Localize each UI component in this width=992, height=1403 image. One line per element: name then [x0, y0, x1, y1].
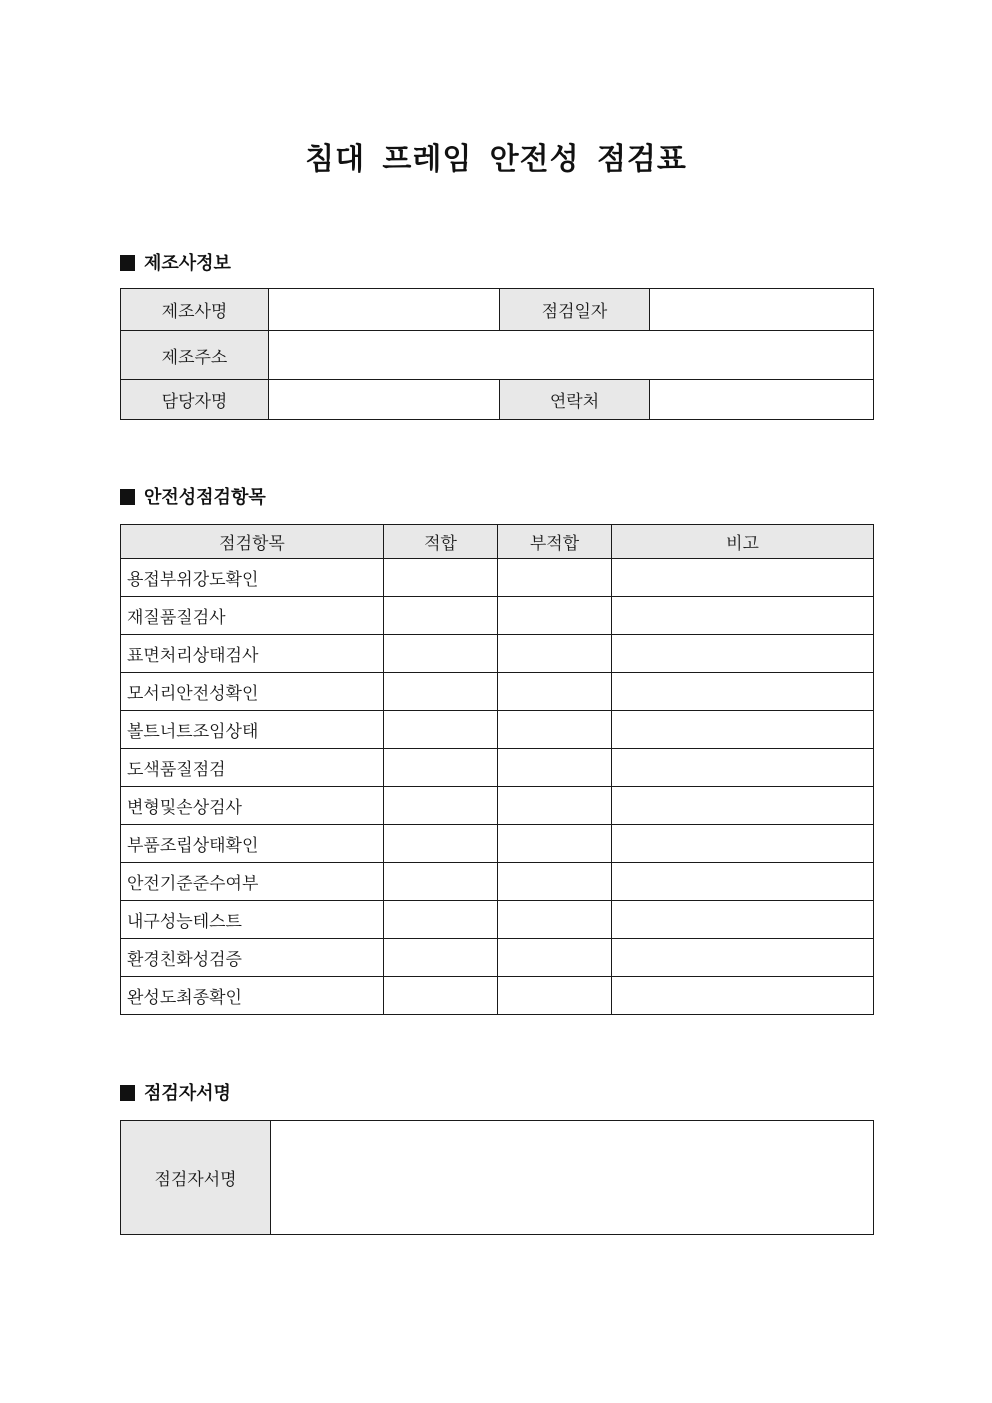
table-row	[121, 787, 874, 825]
section-heading-manufacturer	[120, 252, 231, 274]
checklist-header-row	[121, 525, 874, 559]
item-name-cell: 도색품질점검	[121, 749, 384, 787]
pass-cell	[384, 825, 498, 863]
note-cell	[612, 863, 874, 901]
section-heading-checklist	[120, 486, 266, 508]
item-name-cell: 표면처리상태검사	[121, 635, 384, 673]
note-cell	[612, 977, 874, 1015]
pass-cell	[384, 559, 498, 597]
note-cell	[612, 901, 874, 939]
pass-cell	[384, 597, 498, 635]
column-header-pass: 적합	[384, 525, 498, 559]
fail-cell	[498, 673, 612, 711]
item-name-cell: 환경친화성검증	[121, 939, 384, 977]
section-bullet-icon	[120, 255, 135, 271]
item-name-cell: 완성도최종확인	[121, 977, 384, 1015]
pass-cell	[384, 749, 498, 787]
document-title: 침대 프레임 안전성 점검표	[305, 143, 687, 176]
inspection-date-label: 점검일자	[500, 289, 650, 331]
pass-cell	[384, 901, 498, 939]
fail-cell	[498, 635, 612, 673]
contact-value	[650, 380, 874, 420]
note-cell	[612, 597, 874, 635]
pass-cell	[384, 635, 498, 673]
inspector-signature-value	[271, 1121, 874, 1235]
table-row	[121, 825, 874, 863]
fail-cell	[498, 901, 612, 939]
pass-cell	[384, 673, 498, 711]
item-name-cell: 용접부위강도확인	[121, 559, 384, 597]
maker-name-label: 제조사명	[121, 289, 269, 331]
note-cell	[612, 711, 874, 749]
table-row	[121, 289, 874, 331]
fail-cell	[498, 711, 612, 749]
checklist-table	[120, 524, 874, 1015]
item-name-cell: 재질품질검사	[121, 597, 384, 635]
section-heading-signature-label: 점검자서명	[144, 1083, 231, 1103]
pass-cell	[384, 787, 498, 825]
maker-address-value	[269, 331, 874, 380]
column-header-item: 점검항목	[121, 525, 384, 559]
fail-cell	[498, 559, 612, 597]
pass-cell	[384, 939, 498, 977]
inspection-date-value	[650, 289, 874, 331]
fail-cell	[498, 939, 612, 977]
signature-table	[120, 1120, 874, 1235]
table-row	[121, 749, 874, 787]
note-cell	[612, 635, 874, 673]
note-cell	[612, 559, 874, 597]
table-row	[121, 559, 874, 597]
contact-label: 연락처	[500, 380, 650, 420]
item-name-cell: 부품조립상태확인	[121, 825, 384, 863]
fail-cell	[498, 825, 612, 863]
fail-cell	[498, 863, 612, 901]
note-cell	[612, 939, 874, 977]
maker-address-label: 제조주소	[121, 331, 269, 380]
fail-cell	[498, 749, 612, 787]
item-name-cell: 모서리안전성확인	[121, 673, 384, 711]
table-row	[121, 635, 874, 673]
table-row	[121, 1121, 874, 1235]
manager-name-value	[269, 380, 500, 420]
note-cell	[612, 673, 874, 711]
item-name-cell: 내구성능테스트	[121, 901, 384, 939]
section-bullet-icon	[120, 489, 135, 505]
note-cell	[612, 825, 874, 863]
table-row	[121, 939, 874, 977]
table-row	[121, 380, 874, 420]
table-row	[121, 977, 874, 1015]
pass-cell	[384, 977, 498, 1015]
manager-name-label: 담당자명	[121, 380, 269, 420]
fail-cell	[498, 977, 612, 1015]
table-row	[121, 673, 874, 711]
section-bullet-icon	[120, 1085, 135, 1101]
column-header-fail: 부적합	[498, 525, 612, 559]
section-heading-signature	[120, 1082, 231, 1104]
table-row	[121, 331, 874, 380]
item-name-cell: 안전기준준수여부	[121, 863, 384, 901]
inspector-signature-label: 점검자서명	[121, 1121, 271, 1235]
manufacturer-table	[120, 288, 874, 420]
column-header-note: 비고	[612, 525, 874, 559]
fail-cell	[498, 597, 612, 635]
pass-cell	[384, 711, 498, 749]
fail-cell	[498, 787, 612, 825]
note-cell	[612, 787, 874, 825]
pass-cell	[384, 863, 498, 901]
table-row	[121, 901, 874, 939]
table-row	[121, 711, 874, 749]
table-row	[121, 597, 874, 635]
maker-name-value	[269, 289, 500, 331]
note-cell	[612, 749, 874, 787]
section-heading-checklist-label: 안전성점검항목	[144, 487, 266, 507]
item-name-cell: 볼트너트조임상태	[121, 711, 384, 749]
item-name-cell: 변형및손상검사	[121, 787, 384, 825]
section-heading-manufacturer-label: 제조사정보	[144, 253, 231, 273]
table-row	[121, 863, 874, 901]
